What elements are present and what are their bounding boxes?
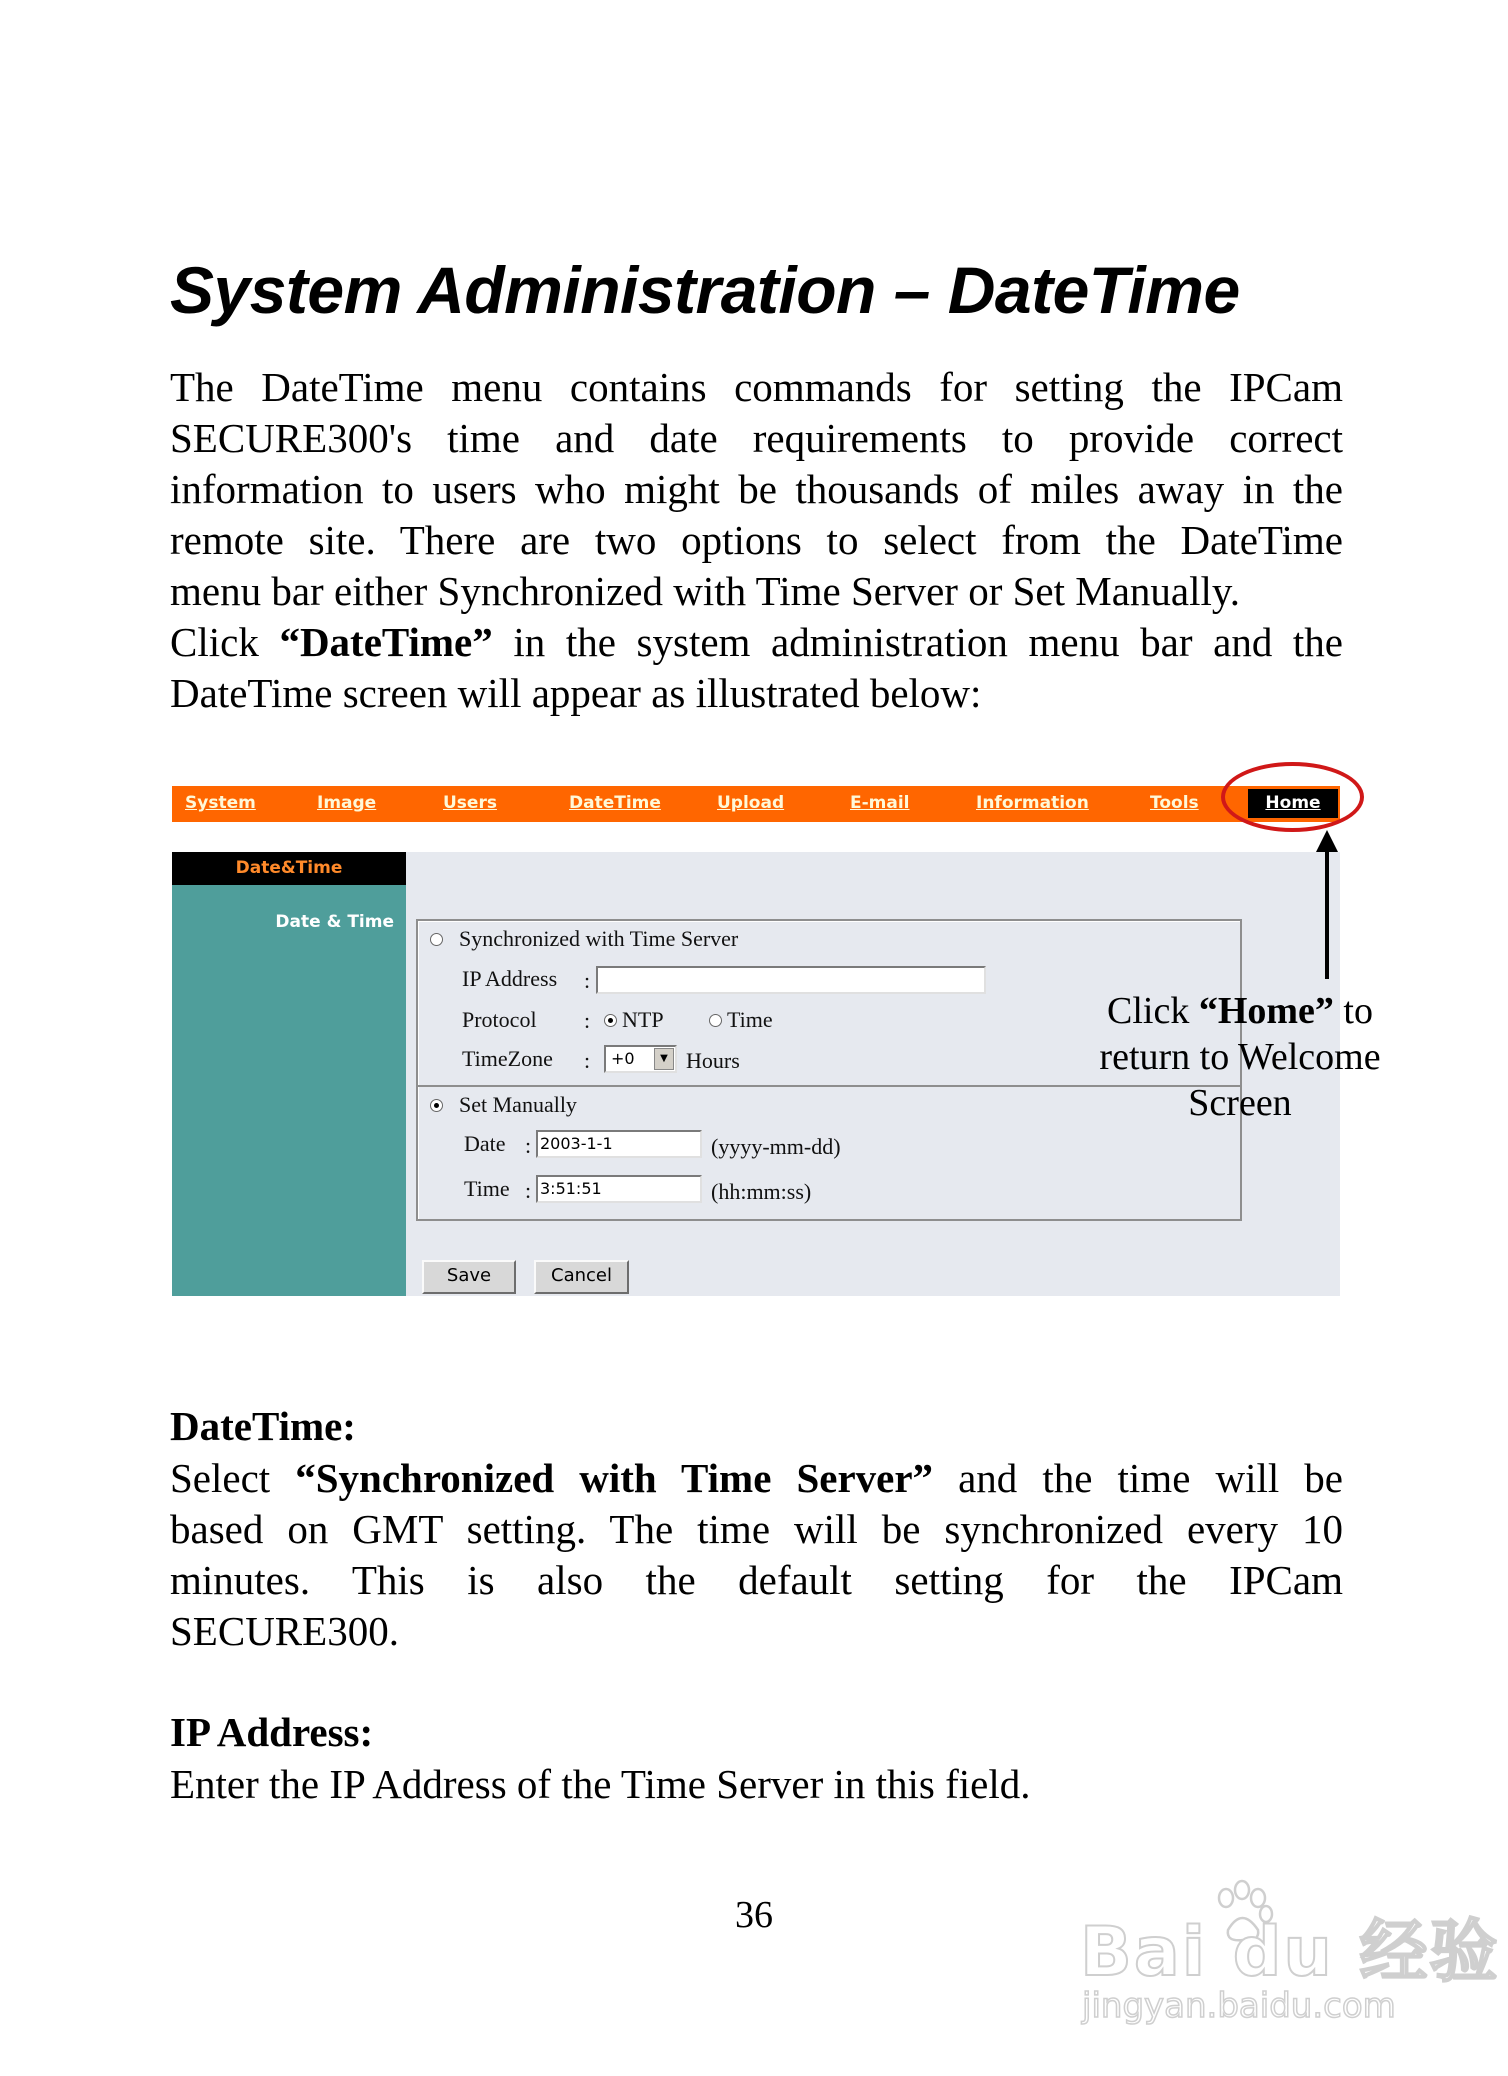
text: and the time will be (933, 1455, 1343, 1501)
ip-label: IP Address (462, 966, 558, 991)
sync-label: Synchronized with Time Server (459, 926, 739, 951)
date-label: Date (464, 1131, 506, 1156)
nav-home[interactable]: Home (1248, 789, 1338, 818)
cancel-button[interactable]: Cancel (534, 1260, 629, 1294)
admin-menu-bar (172, 786, 1340, 822)
date-format-hint: (yyyy-mm-dd) (711, 1134, 841, 1159)
datetime-line (170, 1453, 1343, 1504)
datetime-heading: DateTime: (170, 1403, 356, 1449)
arrow-line (1325, 847, 1329, 979)
sync-radio[interactable] (430, 933, 443, 946)
page-number: 36 (735, 1894, 773, 1936)
protocol-time-label: Time (727, 1007, 773, 1032)
nav-email[interactable]: E-mail (850, 793, 910, 813)
time-colon: : (525, 1178, 532, 1203)
home-callout (1085, 988, 1395, 1126)
watermark-url: jingyan.baidu.com (1082, 1986, 1396, 2026)
time-input[interactable]: 3:51:51 (536, 1175, 702, 1203)
manual-label: Set Manually (459, 1092, 577, 1117)
ip-address-input[interactable] (596, 966, 986, 994)
timezone-unit: Hours (686, 1048, 740, 1073)
save-button[interactable]: Save (422, 1260, 516, 1294)
emphasis: “DateTime” (279, 619, 493, 665)
emphasis: “Synchronized with Time Server” (295, 1455, 934, 1501)
timezone-label: TimeZone (462, 1046, 553, 1071)
datetime-line: based on GMT setting. The time will be synchronized every 10 (170, 1506, 1343, 1552)
datetime-line: minutes. This is also the default setting for the IPCam (170, 1557, 1343, 1603)
text: Select (170, 1455, 296, 1501)
datetime-line: SECURE300. (170, 1608, 399, 1654)
home-highlight-circle (1221, 762, 1364, 832)
intro-paragraph (170, 362, 1343, 719)
nav-users[interactable]: Users (443, 793, 497, 813)
baidu-watermark (1080, 1878, 1500, 2038)
callout-line: Screen (1188, 1082, 1292, 1124)
text: Click (1107, 990, 1199, 1032)
callout-line (1085, 988, 1395, 1034)
intro-line: DateTime screen will appear as illustrated below: (170, 670, 982, 716)
protocol-ntp-radio[interactable] (604, 1014, 617, 1027)
date-colon: : (525, 1133, 532, 1158)
text: in the system administration menu bar and the (492, 619, 1344, 665)
protocol-time-radio[interactable] (709, 1014, 722, 1027)
intro-click-line (170, 617, 1343, 668)
timezone-value: +0 (611, 1049, 635, 1068)
ip-address-heading: IP Address: (170, 1709, 374, 1755)
sidebar-header: Date&Time (172, 852, 406, 885)
intro-line: remote site. There are two options to select from the DateTime (170, 517, 1343, 563)
callout-line: return to Welcome (1099, 1036, 1381, 1078)
ip-address-paragraph (170, 1759, 1343, 1810)
page-title: System Administration – DateTime (170, 253, 1240, 327)
intro-line: menu bar either Synchronized with Time Server or Set Manually. (170, 568, 1240, 614)
manual-radio[interactable] (430, 1099, 443, 1112)
emphasis: “Home” (1198, 990, 1334, 1032)
protocol-ntp-label: NTP (622, 1007, 664, 1032)
timezone-select[interactable] (604, 1045, 677, 1073)
datetime-paragraph (170, 1453, 1343, 1657)
protocol-colon: : (584, 1008, 591, 1033)
dropdown-arrow-icon[interactable]: ▼ (654, 1048, 674, 1070)
text: to (1333, 990, 1373, 1032)
text: Click (170, 619, 280, 665)
nav-system[interactable]: System (185, 793, 256, 813)
intro-line: information to users who might be thousands of miles away in the (170, 466, 1343, 512)
time-format-hint: (hh:mm:ss) (711, 1179, 812, 1204)
nav-image[interactable]: Image (317, 793, 377, 813)
timezone-colon: : (584, 1048, 591, 1073)
nav-tools[interactable]: Tools (1150, 793, 1199, 813)
date-input[interactable]: 2003-1-1 (536, 1130, 702, 1158)
ip-address-line: Enter the IP Address of the Time Server in this field. (170, 1761, 1031, 1807)
time-label: Time (464, 1176, 510, 1201)
nav-datetime[interactable]: DateTime (569, 793, 661, 813)
watermark-main-text: Bai du 经验 (1080, 1913, 1500, 1992)
nav-information[interactable]: Information (976, 793, 1089, 813)
nav-upload[interactable]: Upload (717, 793, 785, 813)
ip-colon: : (584, 968, 591, 993)
intro-line: SECURE300's time and date requirements to provide correct (170, 415, 1343, 461)
sidebar-item-date-time[interactable]: Date & Time (275, 912, 394, 932)
intro-line: The DateTime menu contains commands for setting the IPCam (170, 364, 1343, 410)
protocol-label: Protocol (462, 1007, 537, 1032)
